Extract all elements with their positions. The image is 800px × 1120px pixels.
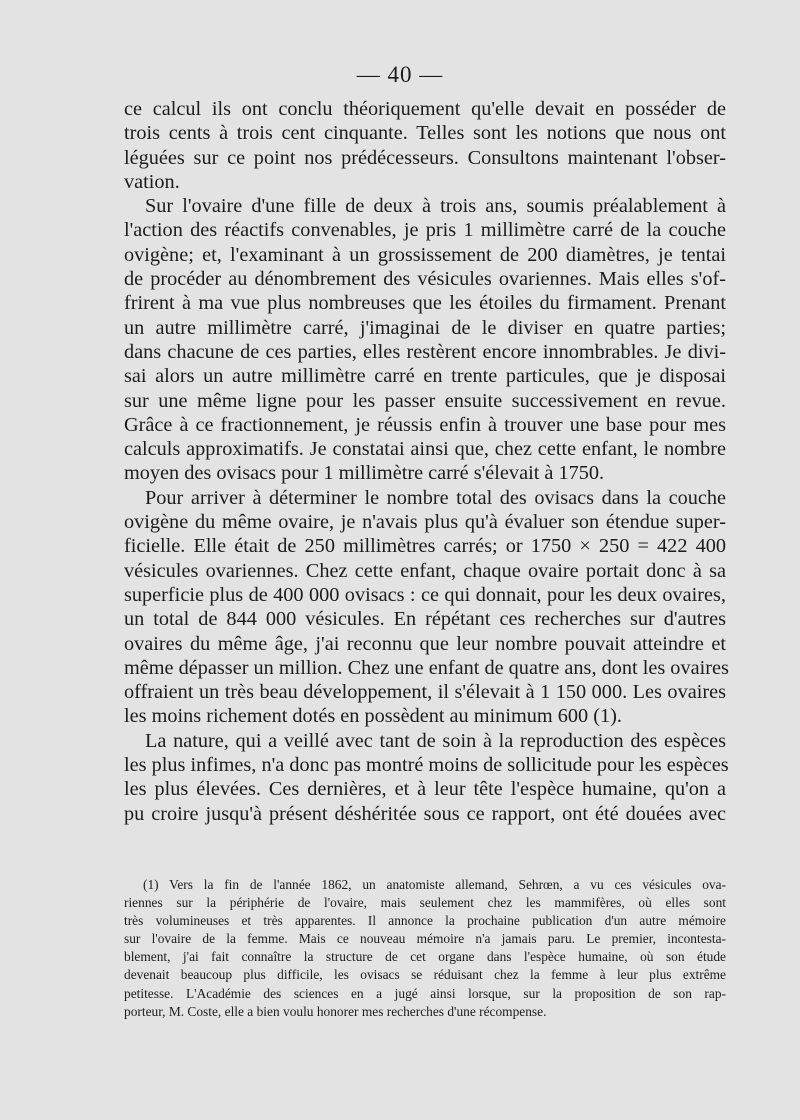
text-line: ovigène; et, l'examinant à un grossissement de 200 diamètres, je tentai bbox=[124, 243, 726, 266]
body-text bbox=[124, 97, 729, 826]
text-line: offraient un très beau développement, il s'élevait à 1 150 000. Les ovaires bbox=[124, 681, 726, 704]
text-line: trois cents à trois cent cinquante. Telles sont les notions que nous ont bbox=[124, 122, 726, 145]
text-line: un autre millimètre carré, j'imaginai de le diviser en quatre parties; bbox=[124, 316, 726, 339]
text-line: dans chacune de ces parties, elles restèrent encore innombrables. Je divi- bbox=[124, 340, 726, 363]
footnote-line: très volumineuses et très apparentes. Il annonce la prochaine publication d'un autre mémoire bbox=[124, 913, 726, 929]
text-line: ovigène du même ovaire, je n'avais plus qu'à évaluer son étendue super- bbox=[124, 511, 726, 534]
text-line: vation. bbox=[124, 170, 180, 193]
text-line: Pour arriver à déterminer le nombre total des ovisacs dans la couche bbox=[145, 486, 726, 509]
text-line: les plus élevées. Ces dernières, et à leur tête l'espèce humaine, qu'on a bbox=[124, 778, 726, 801]
text-line: sur une même ligne pour les passer ensuite successivement en revue. bbox=[124, 389, 726, 412]
text-line: vésicules ovariennes. Chez cette enfant, chaque ovaire portait donc à sa bbox=[124, 559, 726, 582]
footnote-line: devenait beaucoup plus difficile, les ovisacs se réduisant chez la femme à leur plus extrême bbox=[124, 967, 726, 983]
paragraph bbox=[124, 194, 726, 486]
text-line: La nature, qui a veillé avec tant de soin à la reproduction des espèces bbox=[145, 729, 726, 752]
footnote-line: sur l'ovaire de la femme. Mais ce nouveau mémoire n'a jamais paru. Le premier, incontesta- bbox=[124, 931, 726, 947]
text-line: les plus infimes, n'a donc pas montré moins de sollicitude pour les espèces bbox=[124, 754, 729, 777]
footnote bbox=[124, 876, 726, 1021]
text-line: calculs approximatifs. Je constatai ainsi que, chez cette enfant, le nombre bbox=[124, 438, 726, 461]
text-line: de procéder au dénombrement des vésicules ovariennes. Mais elles s'of- bbox=[124, 268, 726, 291]
footnote-line: porteur, M. Coste, elle a bien voulu honorer mes recherches d'une récompense. bbox=[124, 1003, 547, 1019]
text-line: même dépasser un million. Chez une enfant de quatre ans, dont les ovaires bbox=[124, 656, 729, 679]
paragraph bbox=[124, 729, 729, 826]
text-line: un total de 844 000 vésicules. En répétant ces recherches sur d'autres bbox=[124, 608, 726, 631]
text-line: les moins richement dotés en possèdent au minimum 600 (1). bbox=[124, 705, 622, 728]
text-line: ce calcul ils ont conclu théoriquement qu'elle devait en posséder de bbox=[124, 98, 726, 120]
text-line: moyen des ovisacs pour 1 millimètre carré s'élevait à 1750. bbox=[124, 462, 605, 485]
text-line: sai alors un autre millimètre carré en trente particules, que je disposai bbox=[124, 365, 726, 388]
text-line: pu croire jusqu'à présent déshéritée sous ce rapport, ont été douées avec bbox=[124, 802, 726, 825]
paragraph bbox=[124, 486, 729, 729]
text-line: ovaires du même âge, j'ai reconnu que leur nombre pouvait atteindre et bbox=[124, 632, 726, 655]
footnote-line: blement, j'ai fait connaître la structure de cet organe dans l'espèce humaine, où son étude bbox=[124, 949, 726, 965]
paragraph bbox=[124, 97, 726, 194]
page-number: — 40 — bbox=[356, 62, 444, 87]
text-line: frirent à ma vue plus nombreuses que les étoiles du firmament. Prenant bbox=[124, 292, 726, 315]
footnote-line: petitesse. L'Académie des sciences en a jugé ainsi lorsque, sur la proposition de son rap- bbox=[124, 985, 726, 1001]
text-line: Sur l'ovaire d'une fille de deux à trois ans, soumis préalablement à bbox=[145, 195, 726, 218]
footnote-line: riennes sur la périphérie de l'ovaire, mais seulement chez les mammifères, où elles sont bbox=[124, 895, 726, 911]
text-line: superficie plus de 400 000 ovisacs : ce qui donnait, pour les deux ovaires, bbox=[124, 583, 726, 606]
text-line: l'action des réactifs convenables, je pris 1 millimètre carré de la couche bbox=[124, 219, 726, 242]
text-line: ficielle. Elle était de 250 millimètres carrés; or 1750 × 250 = 422 400 bbox=[124, 535, 726, 558]
footnote-line: (1) Vers la fin de l'année 1862, un anatomiste allemand, Sehrœn, a vu ces vésicules ova- bbox=[143, 877, 726, 892]
text-line: léguées sur ce point nos prédécesseurs. Consultons maintenant l'obser- bbox=[124, 146, 726, 169]
text-line: Grâce à ce fractionnement, je réussis enfin à trouver une base pour mes bbox=[124, 413, 726, 436]
